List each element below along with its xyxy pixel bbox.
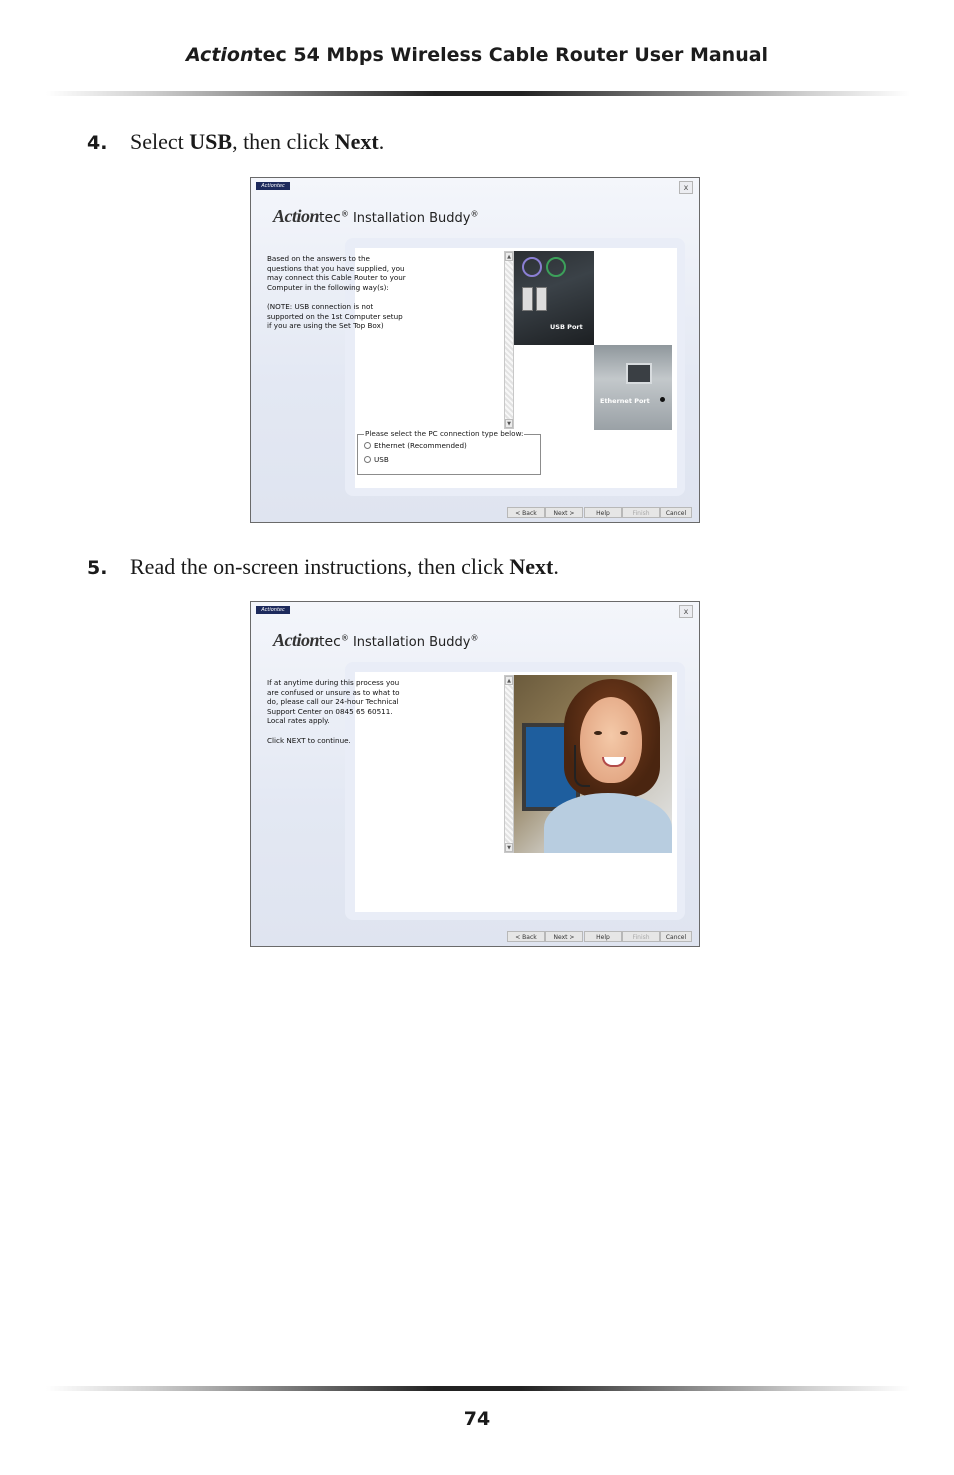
actiontec-badge: Actiontec <box>256 182 290 190</box>
registered-mark: ® <box>470 633 479 643</box>
installation-buddy-logo <box>273 630 478 651</box>
step-4 <box>87 129 384 155</box>
usb-port-image <box>514 251 594 345</box>
step-text: . <box>378 129 385 154</box>
ethernet-port-label: Ethernet Port <box>600 397 650 405</box>
ethernet-jack-icon <box>626 363 652 384</box>
step-text: , then click <box>232 129 335 154</box>
close-button[interactable]: x <box>679 605 693 618</box>
installation-buddy-dialog-support <box>250 601 700 947</box>
product-name: Installation Buddy <box>348 211 471 226</box>
radio-icon <box>364 456 371 463</box>
installation-buddy-dialog-connection <box>250 177 700 523</box>
step-text: Select <box>130 129 190 154</box>
scroll-up-icon[interactable]: ▲ <box>505 252 513 261</box>
footer-rule <box>46 1386 910 1391</box>
eye-shape <box>594 731 602 735</box>
step-bold-next: Next <box>334 129 379 154</box>
step-bold-usb: USB <box>189 129 233 154</box>
product-name: Installation Buddy <box>348 635 471 650</box>
help-button[interactable]: Help <box>584 931 622 942</box>
shirt-shape <box>544 793 672 853</box>
step-text: . <box>553 554 559 579</box>
next-button[interactable]: Next > <box>545 507 583 518</box>
next-button[interactable]: Next > <box>545 931 583 942</box>
help-button[interactable]: Help <box>584 507 622 518</box>
finish-button[interactable]: Finish <box>622 507 660 518</box>
cancel-button[interactable]: Cancel <box>660 507 692 518</box>
radio-ethernet[interactable] <box>364 441 467 450</box>
ps2-port-icon <box>522 257 542 277</box>
step-text: Read the on-screen instructions, then click <box>130 554 510 579</box>
usb-slot-icon <box>522 287 533 311</box>
close-button[interactable]: x <box>679 181 693 194</box>
step-number: 4. <box>87 132 108 154</box>
installation-buddy-logo <box>273 206 478 227</box>
scroll-down-icon[interactable]: ▼ <box>505 843 513 852</box>
cancel-button[interactable]: Cancel <box>660 931 692 942</box>
indicator-dot-icon <box>660 397 665 402</box>
radio-label: Ethernet (Recommended) <box>374 441 467 450</box>
logo-tec: tec <box>319 634 341 650</box>
logo-mark: Action <box>273 206 320 226</box>
logo-mark: Action <box>273 630 320 650</box>
ps2-port-icon <box>546 257 566 277</box>
smile-shape <box>602 757 626 767</box>
scroll-down-icon[interactable]: ▼ <box>505 419 513 428</box>
support-instructions: If at anytime during this process you are confused or unsure as to what to do, please call our 24-hour Technical Support Center on 0845 65 60511. Local rates apply. Click NEXT to continue. <box>267 678 400 745</box>
logo-tec: tec <box>319 210 341 226</box>
step-bold-next: Next <box>509 554 554 579</box>
usb-slot-icon <box>536 287 547 311</box>
finish-button[interactable]: Finish <box>622 931 660 942</box>
connection-type-legend: Please select the PC connection type below: <box>365 429 524 438</box>
registered-mark: ® <box>340 633 349 643</box>
headset-icon <box>574 745 590 787</box>
support-agent-photo <box>514 675 672 853</box>
back-button[interactable]: < Back <box>507 931 545 942</box>
manual-header-title <box>0 44 954 66</box>
usb-port-label: USB Port <box>550 323 583 331</box>
connection-instructions: Based on the answers to the questions that you have supplied, you may connect this Cable Router to your Computer in the following way(s): (NOTE: USB connection is not supported on the 1st Computer setup if you are using the Set Top Box) <box>267 254 406 331</box>
header-rule <box>46 91 910 96</box>
header-title-text: tec 54 Mbps Wireless Cable Router User Manual <box>253 44 769 66</box>
connection-type-group <box>357 429 541 475</box>
registered-mark: ® <box>340 209 349 219</box>
scroll-up-icon[interactable]: ▲ <box>505 676 513 685</box>
back-button[interactable]: < Back <box>507 507 545 518</box>
step-number: 5. <box>87 557 108 579</box>
registered-mark: ® <box>470 209 479 219</box>
radio-icon <box>364 442 371 449</box>
ethernet-port-image <box>594 345 672 430</box>
radio-label: USB <box>374 455 389 464</box>
step-5 <box>87 554 559 580</box>
eye-shape <box>620 731 628 735</box>
header-brand: Action <box>185 44 254 66</box>
scrollbar[interactable] <box>504 675 514 853</box>
scrollbar[interactable] <box>504 251 514 429</box>
actiontec-badge: Actiontec <box>256 606 290 614</box>
page-number: 74 <box>463 1408 491 1430</box>
radio-usb[interactable] <box>364 455 389 464</box>
